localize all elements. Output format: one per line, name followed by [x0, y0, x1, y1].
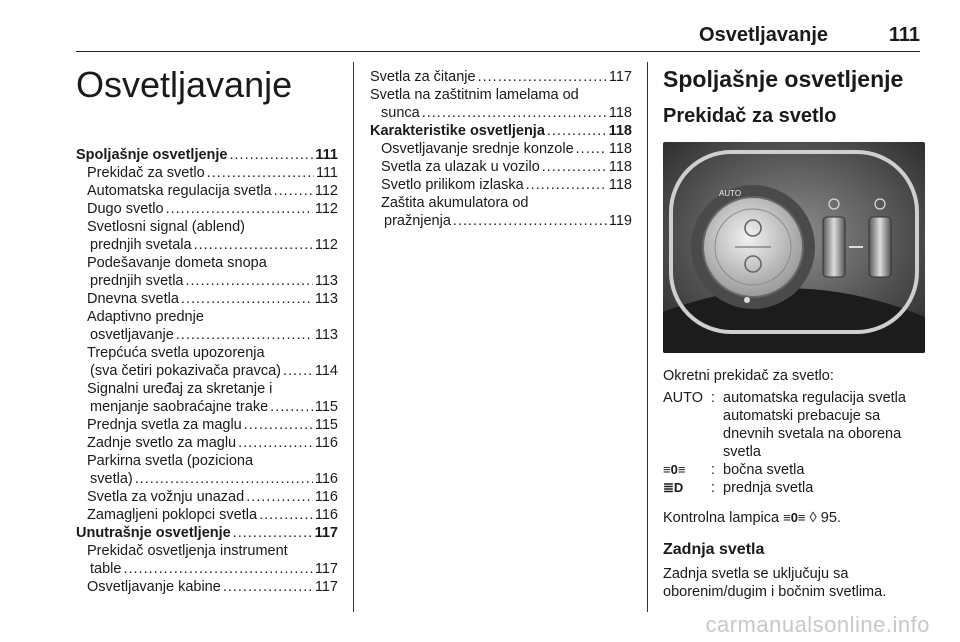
side-light-icon: ≡0≡ — [663, 462, 686, 477]
switch-positions-list — [663, 389, 925, 497]
page-number: 111 — [888, 24, 920, 46]
running-head-title: Osvetljavanje — [699, 24, 828, 46]
toc-entry[interactable]: Signalni uređaj za skretanje i menjanje saobraćajne trake ..... 115 — [76, 380, 338, 416]
intro-text: Okretni prekidač za svetlo: — [663, 368, 834, 384]
chapter-title: Osvetljavanje — [76, 64, 293, 105]
auto-label: AUTO — [719, 189, 742, 198]
auto-term: AUTO — [663, 390, 704, 406]
toc-section-entry[interactable]: Unutrašnje osvetljenje ..... 117 — [76, 524, 338, 542]
lamp-note: Kontrolna lampica ≡0≡ ◊ 95. — [663, 510, 841, 526]
switch-position-item: ≡0≡ : bočna svetla — [663, 462, 805, 478]
switch-position-item: ≣D : prednja svetla — [663, 480, 814, 496]
toc-entry[interactable]: Dugo svetlo ..... 112 — [76, 200, 338, 218]
light-switch-photo — [663, 142, 925, 353]
toc-section-entry[interactable]: Karakteristike osvetljenja ..... 118 — [370, 122, 632, 140]
side-light-symbol: ≡0≡ — [783, 510, 806, 525]
reference-icon: ◊ — [809, 510, 817, 526]
toc-entry[interactable]: Svetla za ulazak u vozilo ..... 118 — [370, 158, 632, 176]
column-divider — [353, 62, 354, 612]
toc-entry[interactable]: Svetlosni signal (ablend) prednjih svetala ..... 112 — [76, 218, 338, 254]
rear-lights-text: Zadnja svetla se uključuju sa oborenim/dugim i bočnim svetlima. — [663, 566, 887, 600]
toc-entry[interactable]: Automatska regulacija svetla ..... 112 — [76, 182, 338, 200]
toc-section-entry[interactable]: Spoljašnje osvetljenje ..... 111 — [76, 146, 338, 164]
toc-entry[interactable]: Dnevna svetla ..... 113 — [76, 290, 338, 308]
toc-entry[interactable]: Adaptivno prednje osvetljavanje ..... 113 — [76, 308, 338, 344]
switch-position-item: AUTO : automatska regulacija svetla automatski prebacuje sa dnevnih svetala na oborena svetla — [663, 390, 906, 460]
toc-entry[interactable]: Parkirna svetla (poziciona svetla) ..... 116 — [76, 452, 338, 488]
headlight-icon: ≣D — [663, 480, 684, 495]
toc-entry[interactable]: Prekidač za svetlo ..... 111 — [76, 164, 338, 182]
section-exterior-lighting — [663, 62, 925, 601]
toc-entry[interactable]: Svetla na zaštitnim lamelama od sunca ..... 118 — [370, 86, 632, 122]
toc-entry[interactable]: Prednja svetla za maglu ..... 115 — [76, 416, 338, 434]
toc-entry[interactable]: Trepćuća svetla upozorenja (sva četiri pokazivača pravca) ..... 114 — [76, 344, 338, 380]
toc-entry[interactable]: Osvetljavanje kabine ..... 117 — [76, 578, 338, 596]
table-of-contents-col2 — [370, 68, 632, 230]
toc-entry[interactable]: Zadnje svetlo za maglu ..... 116 — [76, 434, 338, 452]
toc-entry[interactable]: Prekidač osvetljenja instrument table ..... 117 — [76, 542, 338, 578]
running-head — [76, 18, 920, 52]
table-of-contents-col1 — [76, 146, 338, 596]
toc-entry[interactable]: Svetla za vožnju unazad ..... 116 — [76, 488, 338, 506]
rear-lights-title: Zadnja svetla — [663, 541, 765, 558]
column-divider — [647, 62, 648, 612]
toc-entry[interactable]: Osvetljavanje srednje konzole ..... 118 — [370, 140, 632, 158]
subsection-title: Prekidač za svetlo — [663, 105, 837, 127]
sun-icon — [744, 297, 750, 303]
toc-entry[interactable]: Svetlo prilikom izlaska ..... 118 — [370, 176, 632, 194]
reference-page: 95. — [820, 510, 841, 526]
toc-entry[interactable]: Podešavanje dometa snopa prednjih svetla ..... 113 — [76, 254, 338, 290]
toc-entry[interactable]: Svetla za čitanje ..... 117 — [370, 68, 632, 86]
light-switch-illustration — [663, 142, 925, 353]
toc-entry[interactable]: Zamagljeni poklopci svetla ..... 116 — [76, 506, 338, 524]
dimmer-wheel — [823, 217, 845, 277]
toc-entry[interactable]: Zaštita akumulatora od pražnjenja ..... 119 — [370, 194, 632, 230]
beam-range-wheel — [869, 217, 891, 277]
section-title: Spoljašnje osvetljenje — [663, 66, 904, 92]
watermark: carmanualsonline.info — [705, 612, 930, 637]
